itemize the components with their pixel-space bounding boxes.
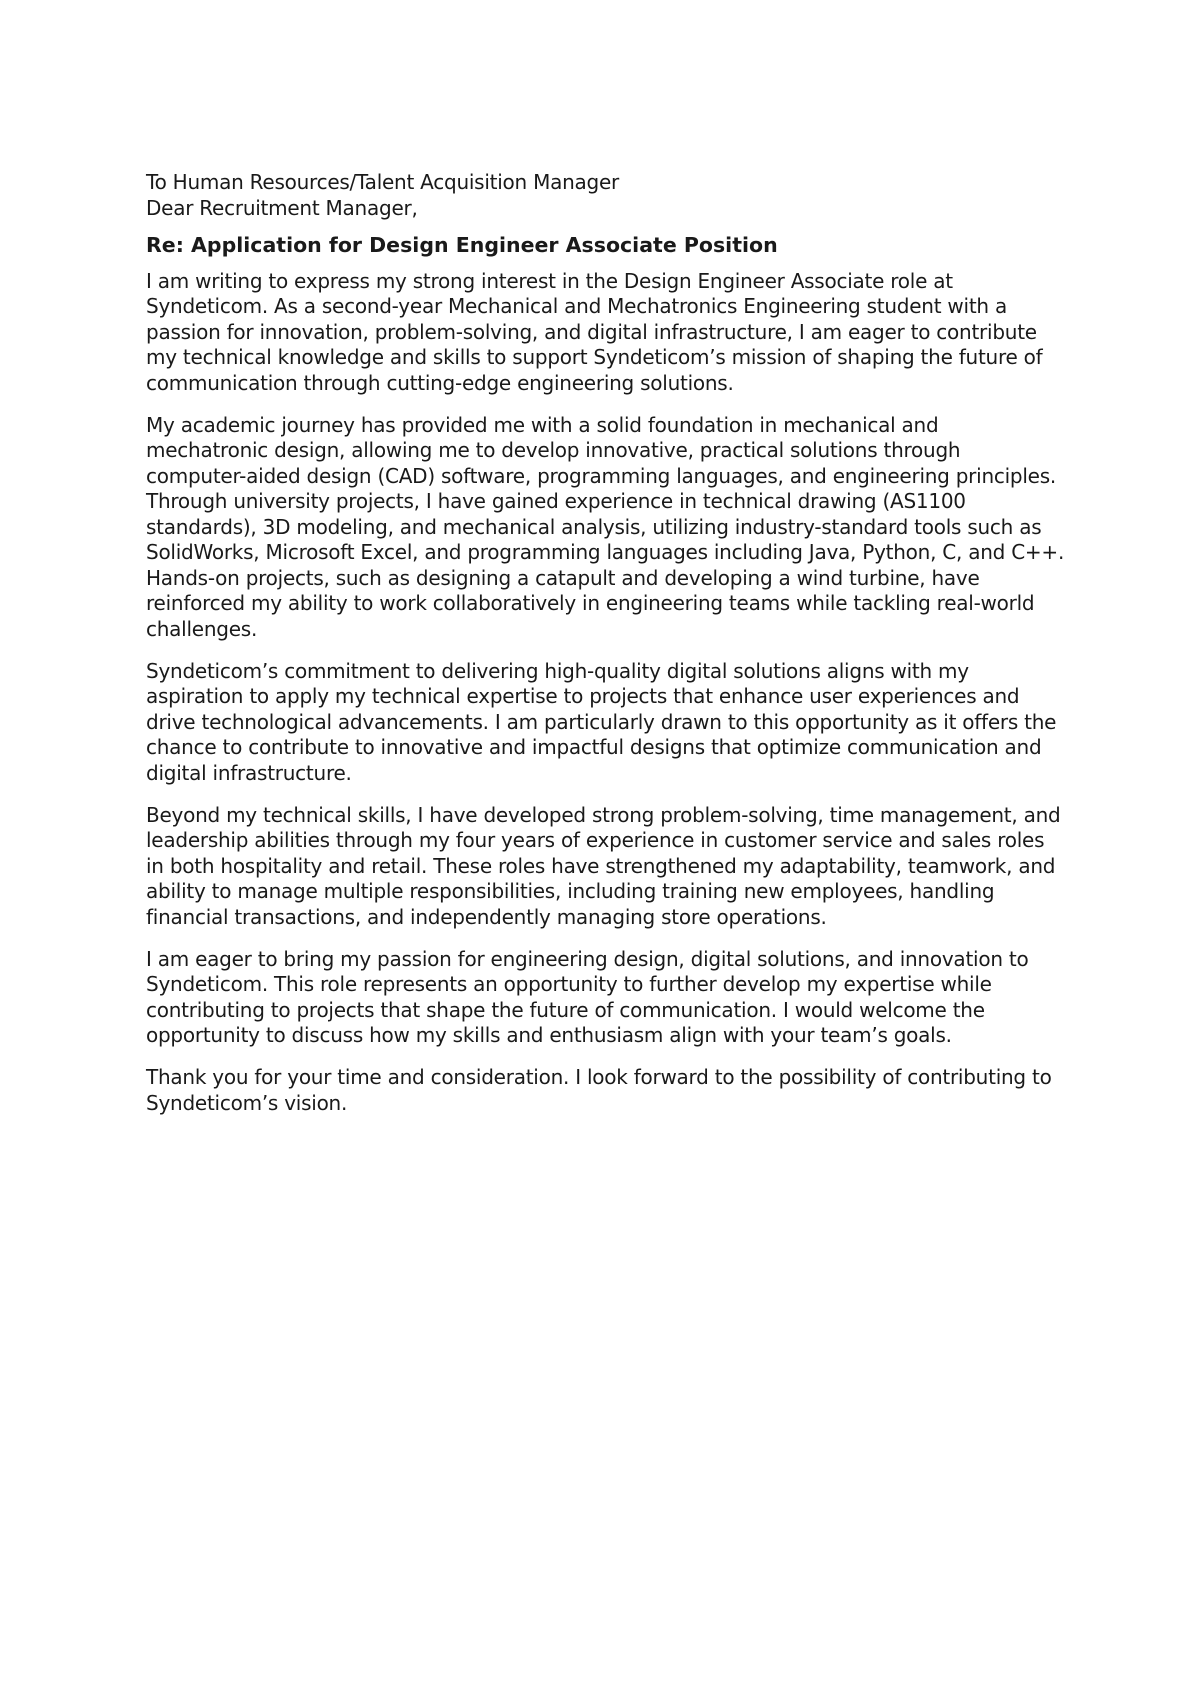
paragraph-academic: My academic journey has provided me with a solid foundation in mechanical and mechatronic design, allowing me to develop innovative, practical solutions through computer-aided design (CAD) software, programming languages, and engineering principles. Through university projects, I have gained experience in technical drawing (AS1100 standards), 3D modeling, and mechanical analysis, utilizing industry-standard tools such as SolidWorks, Microsoft Excel, and programming languages including Java, Python, C, and C++. Hands-on projects, such as designing a catapult and developing a wind turbine, have reinforced my ability to work collaboratively in engineering teams while tackling real-world challenges. [146, 412, 1065, 641]
recipient-line: To Human Resources/Talent Acquisition Manager [146, 170, 619, 194]
paragraph-company-fit: Syndeticom’s commitment to delivering high-quality digital solutions aligns with my aspiration to apply my technical expertise to projects that enhance user experiences and drive technological advancements. I am particularly drawn to this opportunity as it offers the chance to contribute to innovative and impactful designs that optimize communication and digital infrastructure. [146, 658, 1057, 785]
paragraph-closing-pitch: I am eager to bring my passion for engineering design, digital solutions, and innovation to Syndeticom. This role represents an opportunity to further develop my expertise while contributing to projects that shape the future of communication. I would welcome the opportunity to discuss how my skills and enthusiasm align with your team’s goals. [146, 946, 1029, 1047]
paragraph-intro: I am writing to express my strong interest in the Design Engineer Associate role at Syndeticom. As a second-year Mechanical and Mechatronics Engineering student with a passion for innovation, problem-solving, and digital infrastructure, I am eager to contribute my technical knowledge and skills to support Syndeticom’s mission of shaping the future of communication through cutting-edge engineering solutions. [146, 268, 1043, 395]
subject-line: Re: Application for Design Engineer Associate Position [146, 233, 778, 257]
paragraph-thanks: Thank you for your time and consideration. I look forward to the possibility of contributing to Syndeticom’s vision. [146, 1065, 1052, 1115]
salutation-line: Dear Recruitment Manager, [146, 195, 418, 220]
paragraph-soft-skills: Beyond my technical skills, I have developed strong problem-solving, time management, and leadership abilities through my four years of experience in customer service and sales roles in both hospitality and retail. These roles have strengthened my adaptability, teamwork, and ability to manage multiple responsibilities, including training new employees, handling financial transactions, and independently managing store operations. [146, 802, 1061, 929]
cover-letter [146, 170, 1066, 1133]
